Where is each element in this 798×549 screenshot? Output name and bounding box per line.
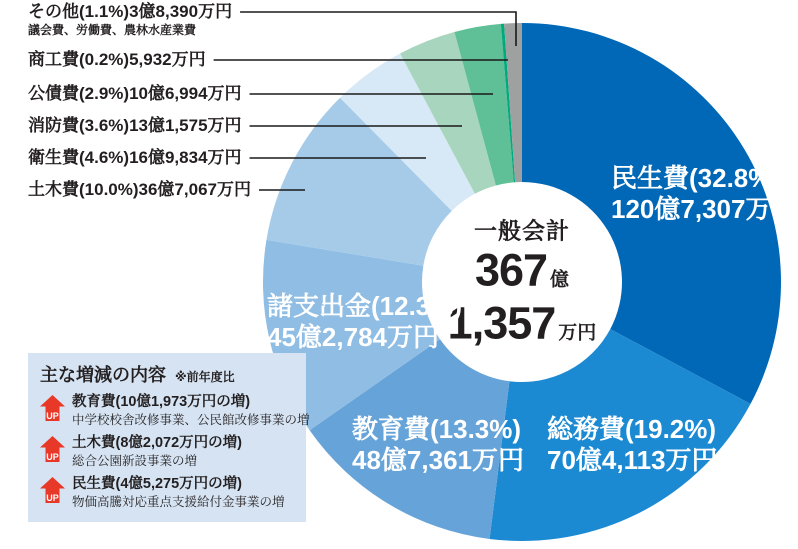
pie-label-shoshishutsukin <box>267 291 462 353</box>
center-unit-oku: 億 <box>550 269 570 291</box>
callout-eiseihi-text: 衛生費(4.6%)16億9,834万円 <box>28 148 245 167</box>
pie-label-minseihi <box>611 163 797 225</box>
info-box-note: ※前年度比 <box>175 370 235 384</box>
item-desc: 総合公園新設事業の増 <box>72 454 198 468</box>
info-box-item-texts <box>72 394 310 428</box>
callout-dobokuhi <box>28 180 254 200</box>
info-box-item-minseihi <box>40 476 296 510</box>
info-box-title: 主な増減の内容 <box>40 365 166 385</box>
pie-label-shoshishutsukin-line1: 諸支出金(12.3%) <box>267 291 463 321</box>
pie-label-minseihi-line2: 120億7,307万円 <box>611 194 798 224</box>
up-arrow-text: UP <box>46 493 59 503</box>
center-amount-man <box>447 297 597 356</box>
callout-shoubouhi <box>28 116 245 136</box>
item-label: 民生費(4億5,275万円の増) <box>72 476 243 492</box>
info-box-item-kyouikuhi <box>40 394 310 428</box>
pie-label-soumuhi-line1: 総務費(19.2%) <box>547 414 717 444</box>
callout-shoukouhi-text: 商工費(0.2%)5,932万円 <box>28 50 209 69</box>
callout-kousaihi <box>28 84 245 104</box>
center-value-oku: 367 <box>474 244 548 296</box>
center-account-title: 一般会計 <box>473 217 570 244</box>
center-amount-oku <box>448 244 597 303</box>
callout-sonota <box>28 2 235 37</box>
pie-label-kyouikuhi <box>352 414 524 476</box>
callout-sonota-text: その他(1.1%)3億8,390万円 <box>28 2 235 21</box>
callout-kousaihi-text: 公債費(2.9%)10億6,994万円 <box>28 84 245 103</box>
chart-center-total <box>448 213 597 356</box>
pie-label-shoshishutsukin-line2: 45億2,784万円 <box>267 322 439 352</box>
up-arrow-icon <box>40 395 65 421</box>
info-box-item-texts <box>72 476 285 510</box>
center-value-man: 1,357 <box>447 297 556 349</box>
info-box-item-texts <box>72 435 242 469</box>
callout-sonota-sub: 議会費、労働費、農林水産業費 <box>28 23 197 37</box>
callout-shoukouhi <box>28 50 209 70</box>
item-desc: 中学校校舎改修事業、公民館改修事業の増 <box>72 413 310 427</box>
pie-label-soumuhi <box>547 414 718 476</box>
up-arrow-text: UP <box>46 411 59 421</box>
item-desc: 物価高騰対応重点支援給付金事業の増 <box>72 495 285 509</box>
info-box-item-dobokuhi <box>40 435 296 469</box>
item-label: 教育費(10億1,973万円の増) <box>72 394 251 410</box>
callout-eiseihi <box>28 148 245 168</box>
item-label: 土木費(8億2,072万円の増) <box>72 435 243 451</box>
up-arrow-text: UP <box>46 452 59 462</box>
pie-label-kyouikuhi-line2: 48億7,361万円 <box>352 445 524 475</box>
up-arrow-icon <box>40 477 65 503</box>
callout-shoubouhi-text: 消防費(3.6%)13億1,575万円 <box>28 116 245 135</box>
callout-dobokuhi-text: 土木費(10.0%)36億7,067万円 <box>28 180 254 199</box>
pie-label-soumuhi-line2: 70億4,113万円 <box>547 445 718 475</box>
change-summary-box <box>28 353 310 522</box>
pie-label-minseihi-line1: 民生費(32.8%) <box>611 163 781 193</box>
pie-label-kyouikuhi-line1: 教育費(13.3%) <box>352 414 522 444</box>
up-arrow-icon <box>40 436 65 462</box>
info-box-header <box>40 361 296 387</box>
center-unit-man: 万円 <box>558 322 597 344</box>
